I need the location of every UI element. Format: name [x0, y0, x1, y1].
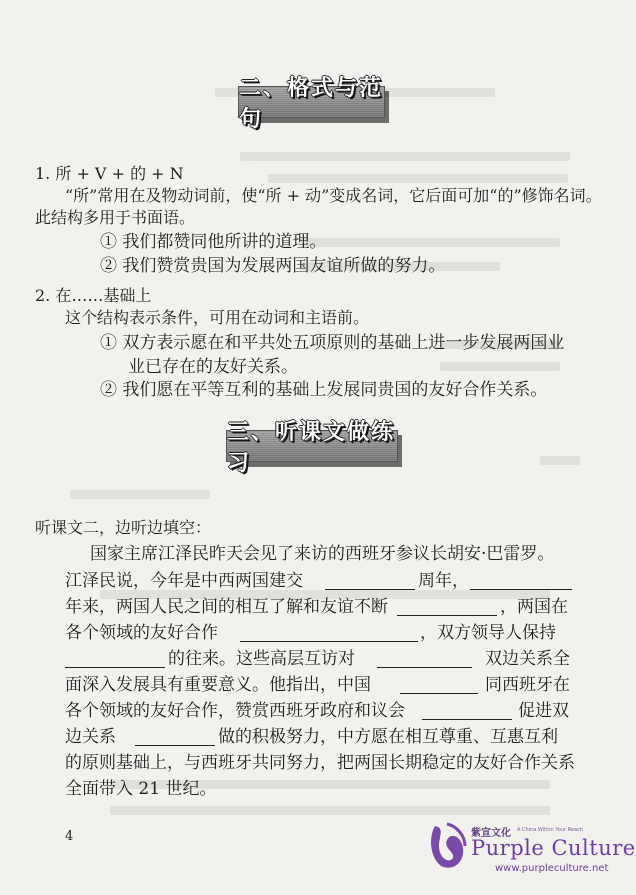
passage-line: 年来，两国人民之间的相互了解和友谊不断 — [65, 597, 388, 617]
logo-url[interactable]: www.purpleculture.net — [495, 863, 609, 874]
passage-line: 的往来。这些高层互访对 — [168, 649, 355, 669]
passage-line: 边关系 — [65, 727, 116, 747]
logo-emblem-icon — [427, 822, 467, 870]
example-sentence: 业已存在的友好关系。 — [128, 357, 298, 377]
passage-line: ，双方领导人保持 — [420, 623, 556, 643]
passage-line: 各个领域的友好合作 — [65, 623, 218, 643]
fill-blank[interactable] — [400, 693, 478, 694]
fill-blank[interactable] — [325, 589, 415, 590]
passage-line: 促进双 — [518, 701, 569, 721]
passage-line: 面深入发展具有重要意义。他指出，中国 — [65, 675, 371, 695]
fill-blank[interactable] — [377, 667, 472, 668]
purple-culture-logo — [425, 818, 636, 888]
fill-blank[interactable] — [135, 745, 215, 746]
page-number: 4 — [65, 829, 74, 844]
grammar-item-description: “所”常用在及物动词前，使“所 + 动”变成名词，它后面可加“的”修饰名词。 — [65, 186, 602, 205]
passage-line: ，两国在 — [500, 597, 568, 617]
fill-blank[interactable] — [65, 667, 165, 668]
logo-tagline: A China Within Your Reach — [517, 827, 583, 833]
fill-blank[interactable] — [470, 589, 572, 590]
passage-line: 双边关系全 — [485, 649, 570, 669]
passage-line: 江泽民说，今年是中西两国建交 — [65, 571, 303, 591]
passage-line: 全面带入 21 世纪。 — [65, 779, 217, 799]
grammar-item-heading: 1. 所 + V + 的 + N — [35, 164, 184, 183]
section-banner-listening — [226, 420, 398, 476]
passage-line: 同西班牙在 — [485, 675, 570, 695]
logo-english-text: Purple Culture — [471, 836, 636, 860]
section-title: 三、听课文做练习 — [227, 420, 396, 476]
logo-chinese-text: 紫宣文化 — [471, 828, 511, 839]
passage-line: 做的积极努力，中方愿在相互尊重、互惠互利 — [218, 727, 558, 747]
passage-line: 的原则基础上，与西班牙共同努力，把两国长期稳定的友好合作关系 — [65, 753, 575, 773]
example-sentence: ② 我们赞赏贵国为发展两国友谊所做的努力。 — [100, 256, 446, 276]
example-sentence: ① 双方表示愿在和平共处五项原则的基础上进一步发展两国业 — [100, 333, 565, 353]
passage-line: 国家主席江泽民昨天会见了来访的西班牙参议长胡安·巴雷罗。 — [90, 544, 555, 564]
fill-blank[interactable] — [422, 719, 512, 720]
passage-line: 周年， — [418, 571, 469, 591]
section-banner-grammar — [238, 76, 385, 132]
grammar-item-heading: 2. 在……基础上 — [35, 286, 152, 305]
fill-blank[interactable] — [240, 641, 418, 642]
exercise-instruction: 听课文二，边听边填空： — [35, 518, 212, 537]
example-sentence: ② 我们愿在平等互利的基础上发展同贵国的友好合作关系。 — [100, 380, 548, 400]
section-title: 二、格式与范句 — [239, 76, 384, 132]
example-sentence: ① 我们都赞同他所讲的道理。 — [100, 232, 327, 252]
grammar-item-description: 此结构多用于书面语。 — [35, 208, 196, 227]
fill-blank[interactable] — [397, 615, 497, 616]
grammar-item-description: 这个结构表示条件，可用在动词和主语前。 — [65, 308, 370, 327]
passage-line: 各个领域的友好合作，赞赏西班牙政府和议会 — [65, 701, 405, 721]
